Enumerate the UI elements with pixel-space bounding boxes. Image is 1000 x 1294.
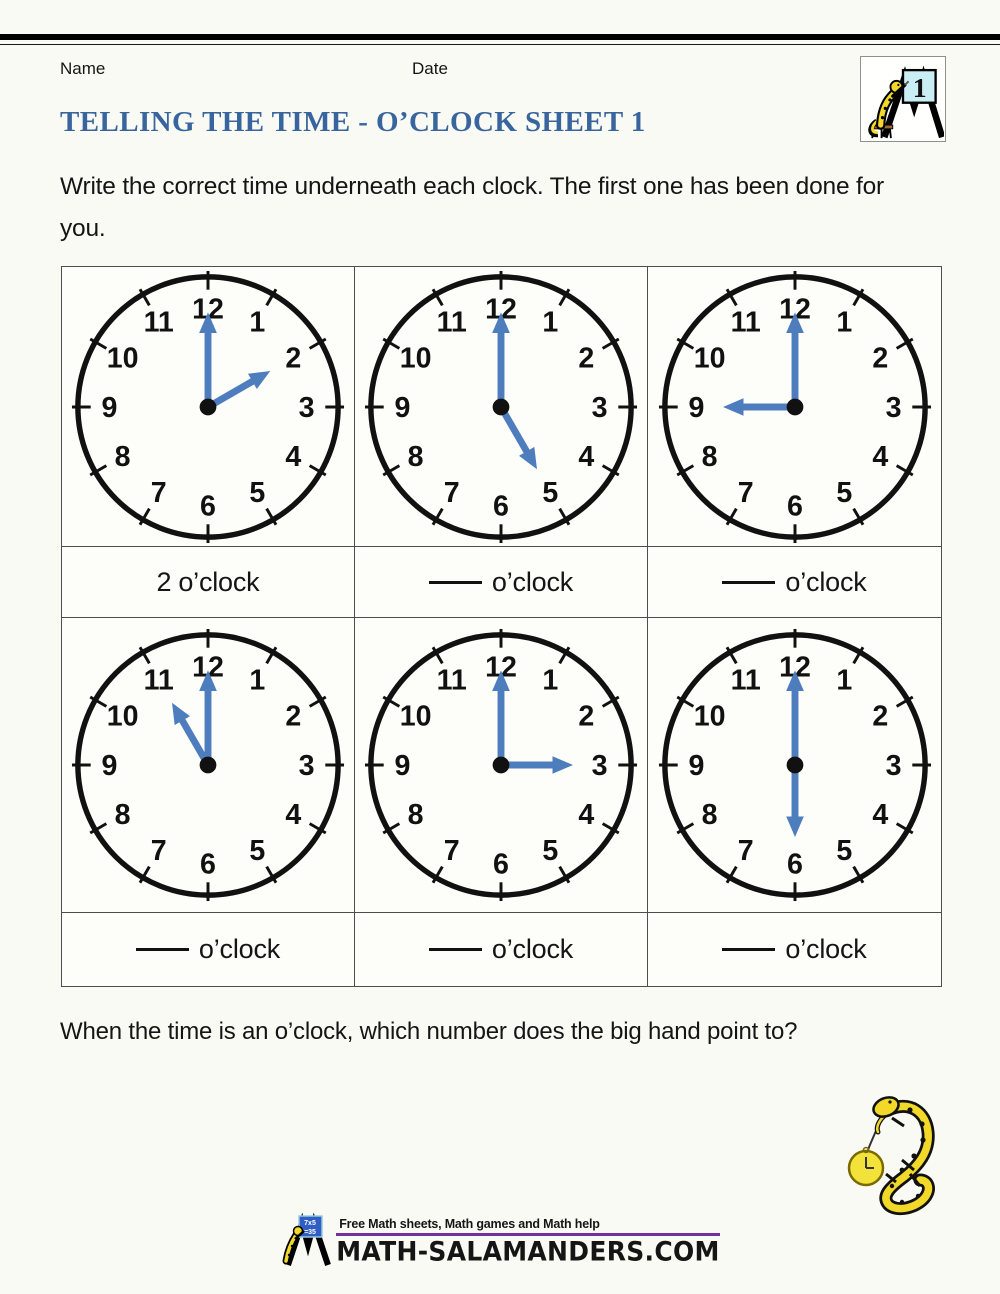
clock-number: 7: [150, 835, 167, 868]
clock-number: 6: [493, 848, 509, 881]
clock-center-dot: [200, 757, 217, 774]
answer-cell: [648, 547, 941, 618]
clock-number: 7: [443, 476, 460, 509]
clock-number: 7: [150, 476, 167, 509]
page-title: TELLING THE TIME - O’CLOCK SHEET 1: [60, 106, 646, 138]
clock-number: 10: [693, 342, 726, 375]
clock-number: 1: [249, 305, 266, 338]
clock-number: 9: [687, 391, 704, 424]
footer-tagline: Free Math sheets, Math games and Math help: [339, 1217, 600, 1231]
answer-blank-line: [429, 948, 482, 951]
answer-blank-line: [722, 581, 775, 584]
clock-cell: [355, 618, 648, 913]
clock-grid: [61, 266, 942, 987]
clock-number: 2: [871, 700, 888, 733]
top-rule-thin: [0, 44, 1000, 45]
clock-number: 4: [871, 440, 888, 473]
clock-number: 9: [394, 749, 411, 782]
footer-board-line1: 7x5: [304, 1220, 317, 1227]
answer-cell: [62, 547, 355, 618]
clock-number: 12: [778, 292, 811, 325]
clock-number: 3: [591, 391, 608, 424]
clock-center-dot: [493, 757, 510, 774]
clock-number: 8: [114, 440, 131, 473]
salamander-easel-icon: [862, 58, 944, 140]
clock-number: 8: [701, 440, 718, 473]
clock-number: 11: [730, 664, 761, 697]
clock-number: 8: [701, 799, 718, 832]
clock-number: 3: [591, 749, 608, 782]
clock-number: 10: [399, 342, 432, 375]
clock-number: 11: [730, 305, 761, 338]
name-label: Name: [60, 59, 106, 78]
clock-center-dot: [493, 398, 510, 415]
clock-number: 3: [885, 391, 902, 424]
clock-number: 9: [687, 749, 704, 782]
clock-number: 7: [737, 835, 754, 868]
clock-number: 12: [485, 651, 517, 684]
sheet-number-logo: [860, 56, 946, 142]
oclock-label: o’clock: [785, 934, 867, 964]
clock-face: [70, 269, 346, 545]
clock-number: 6: [786, 489, 803, 522]
top-rule-thick: [0, 34, 1000, 40]
clock-number: 5: [835, 835, 852, 868]
clock-number: 5: [542, 835, 559, 868]
clock-number: 1: [542, 305, 559, 338]
clock-cell: [648, 267, 941, 547]
clock-number: 5: [249, 835, 266, 868]
answer-blank-line: [722, 948, 775, 951]
clock-number: 9: [394, 391, 411, 424]
clock-number: 9: [101, 391, 118, 424]
footer-easel-icon: [280, 1211, 334, 1267]
clock-cell: [355, 267, 648, 547]
clock-face: [657, 627, 933, 903]
clock-number: 12: [192, 292, 224, 325]
clock-number: 3: [298, 391, 315, 424]
clock-number: 1: [542, 664, 559, 697]
clock-number: 12: [778, 651, 811, 684]
oclock-label: o’clock: [491, 934, 574, 964]
clock-cell: [62, 267, 355, 547]
clock-face: [363, 269, 639, 545]
clock-number: 7: [737, 476, 754, 509]
clock-number: 5: [249, 476, 266, 509]
clock-number: 10: [693, 700, 726, 733]
answer-value: 2: [156, 566, 172, 597]
clock-number: 8: [114, 799, 131, 832]
clock-number: 10: [106, 342, 139, 375]
clock-number: 6: [200, 848, 216, 881]
answer-cell: [648, 913, 941, 986]
answer-cell: [355, 913, 648, 986]
clock-cell: [648, 618, 941, 913]
oclock-label: o’clock: [198, 934, 281, 964]
clock-number: 2: [285, 700, 302, 733]
clock-center-dot: [786, 757, 803, 774]
clock-number: 8: [407, 799, 424, 832]
clock-number: 11: [143, 305, 174, 338]
clock-number: 2: [285, 342, 302, 375]
clock-number: 8: [407, 440, 424, 473]
clock-center-dot: [200, 398, 217, 415]
salamander-watch-icon: [826, 1082, 978, 1220]
clock-number: 2: [578, 342, 595, 375]
clock-center-dot: [786, 398, 803, 415]
date-label: Date: [412, 59, 448, 78]
clock-number: 11: [436, 305, 467, 338]
clock-face: [363, 627, 639, 903]
clock-number: 12: [192, 651, 224, 684]
clock-number: 5: [835, 476, 852, 509]
clock-number: 4: [285, 799, 302, 832]
clock-number: 4: [578, 799, 595, 832]
clock-cell: [62, 618, 355, 913]
clock-number: 1: [835, 664, 852, 697]
sheet-number: 1: [912, 73, 927, 105]
clock-number: 2: [578, 700, 595, 733]
clock-number: 1: [835, 305, 852, 338]
clock-number: 1: [249, 664, 266, 697]
clock-face: [657, 269, 933, 545]
answer-cell: [62, 913, 355, 986]
clock-number: 6: [493, 489, 509, 522]
answer-blank-line: [136, 948, 189, 951]
clock-number: 4: [871, 799, 888, 832]
answer-blank-line: [429, 581, 482, 584]
footer-logo: [0, 1211, 1000, 1267]
answer-cell: [355, 547, 648, 618]
clock-number: 9: [101, 749, 118, 782]
clock-number: 12: [485, 292, 517, 325]
clock-number: 2: [871, 342, 888, 375]
clock-number: 4: [285, 440, 302, 473]
oclock-label: o’clock: [491, 566, 574, 597]
salamander-watch-illustration: [826, 1082, 978, 1225]
clock-number: 6: [200, 489, 216, 522]
clock-number: 10: [106, 700, 139, 733]
clock-number: 11: [436, 664, 467, 697]
clock-number: 7: [443, 835, 460, 868]
clock-number: 6: [786, 848, 803, 881]
clock-number: 3: [298, 749, 315, 782]
question-text: When the time is an o’clock, which number does the big hand point to?: [60, 1018, 798, 1045]
clock-number: 10: [399, 700, 432, 733]
footer-board-line2: =35: [304, 1229, 317, 1236]
clock-number: 5: [542, 476, 559, 509]
oclock-label: o’clock: [785, 566, 867, 597]
footer-site-name: MATH-SALAMANDERS.COM: [336, 1236, 720, 1267]
oclock-label: o’clock: [178, 566, 260, 597]
clock-number: 4: [578, 440, 595, 473]
clock-number: 3: [885, 749, 902, 782]
instructions-text: Write the correct time underneath each clock. The first one has been done for you.: [60, 173, 884, 242]
footer-purple-rule: [336, 1233, 719, 1236]
clock-face: [70, 627, 346, 903]
clock-number: 11: [143, 664, 174, 697]
